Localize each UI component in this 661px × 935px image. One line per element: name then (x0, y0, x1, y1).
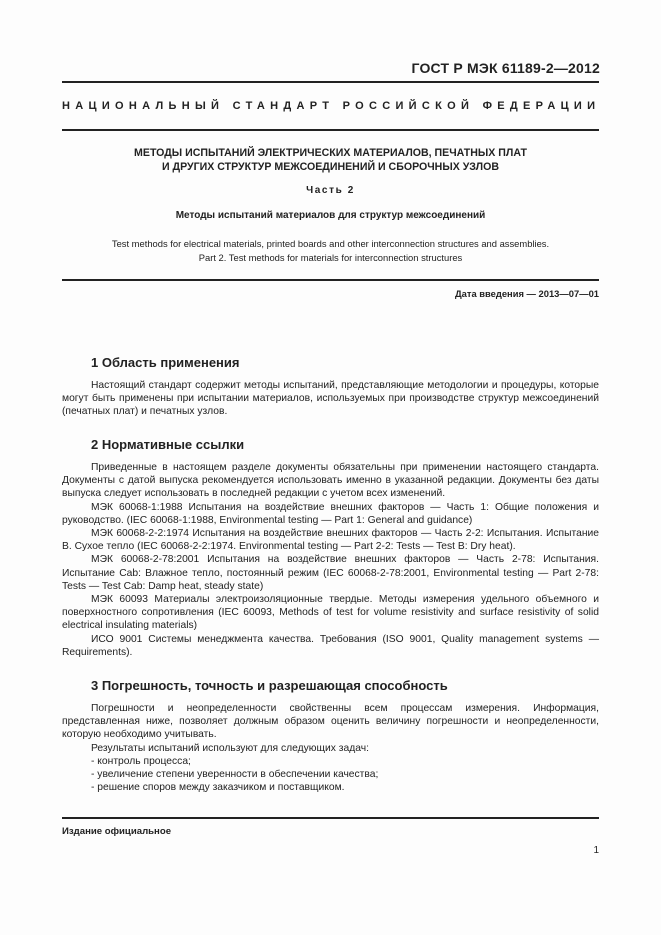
title-divider (62, 279, 599, 281)
english-title (62, 237, 599, 265)
national-standard-heading: НАЦИОНАЛЬНЫЙ СТАНДАРТ РОССИЙСКОЙ ФЕДЕРАЦИИ (62, 100, 601, 112)
introduction-date: Дата введения — 2013—07—01 (454, 288, 599, 299)
reference-item: МЭК 60068-2-78:2001 Испытания на воздействие внешних факторов — Часть 2-78: Испытания. Испытание Cab: Влажное тепло, постоянный режим (IEC 60068-2-78:2001, Environmental testing — Part 2-78: Tests — Test Cab: Damp heat, steady state) (62, 554, 599, 592)
header-divider (62, 81, 599, 83)
paragraph: Погрешности и неопределенности свойственны всем процессам измерения. Информация, представленная ниже, позволяет должным образом оценить величину погрешности и неопределенности, которую необходимо учитывать. (62, 703, 599, 741)
list-item: - решение споров между заказчиком и поставщиком. (91, 782, 345, 794)
standard-number: ГОСТ Р МЭК 61189-2—2012 (411, 60, 600, 76)
paragraph: Приведенные в настоящем разделе документы обязательны при применении настоящего стандарта. Документы с датой выпуска рекомендуется использовать именно в указанной редакции. Документы без даты выпуска следует использовать в последней редакции с учетом всех изменений. (62, 462, 599, 500)
title-line-1: МЕТОДЫ ИСПЫТАНИЙ ЭЛЕКТРИЧЕСКИХ МАТЕРИАЛОВ, ПЕЧАТНЫХ ПЛАТ (134, 147, 527, 159)
document-subtitle: Методы испытаний материалов для структур межсоединений (175, 210, 486, 221)
section-3-heading: 3 Погрешность, точность и разрешающая способность (91, 678, 448, 693)
title-line-2: И ДРУГИХ СТРУКТУР МЕЖСОЕДИНЕНИЙ И СБОРОЧНЫХ УЗЛОВ (161, 161, 499, 173)
part-label: Часть 2 (306, 185, 355, 196)
list-item: - увеличение степени уверенности в обеспечении качества; (91, 769, 379, 781)
paragraph: Результаты испытаний используют для следующих задач: (91, 742, 369, 754)
english-title-line-1: Test methods for electrical materials, printed boards and other interconnection structures and assemblies. (111, 238, 550, 249)
footer-divider (62, 817, 599, 819)
section-1-body (62, 379, 599, 419)
national-divider (62, 129, 599, 131)
section-2-heading: 2 Нормативные ссылки (91, 437, 245, 452)
english-title-line-2: Part 2. Test methods for materials for interconnection structures (198, 252, 463, 263)
paragraph: Настоящий стандарт содержит методы испытаний, представляющие методологии и процедуры, которые могут быть применены при испытании материалов, используемых при производстве структур межсоединений (печатных плат) и печатных узлов. (62, 380, 599, 418)
section-2-body (62, 461, 599, 659)
section-1-heading: 1 Область применения (91, 355, 240, 370)
reference-item: МЭК 60068-2-2:1974 Испытания на воздействие внешних факторов — Часть 2-2: Испытания. Испытание В. Сухое тепло (IEC 60068-2-2:1974. Environmental testing — Part 2-2: Tests — Test B: Dry heat). (62, 528, 599, 553)
section-3-body (62, 702, 599, 794)
page-number: 1 (593, 845, 599, 856)
reference-item: МЭК 60068-1:1988 Испытания на воздействие внешних факторов — Часть 1: Общие положения и руководство. (IEC 60068-1:1988, Environmental testing — Part 1: General and guidance) (62, 501, 599, 526)
reference-item: ИСО 9001 Системы менеджмента качества. Требования (ISO 9001, Quality management systems — Requirements). (62, 633, 599, 658)
document-title (62, 146, 599, 174)
edition-note: Издание официальное (62, 826, 172, 837)
list-item: - контроль процесса; (91, 755, 191, 767)
reference-item: МЭК 60093 Материалы электроизоляционные твердые. Методы измерения удельного объемного и поверхностного сопротивления (IEC 60093, Methods of test for volume resistivity and surface resistivity of solid electrical insulating materials) (62, 594, 599, 632)
